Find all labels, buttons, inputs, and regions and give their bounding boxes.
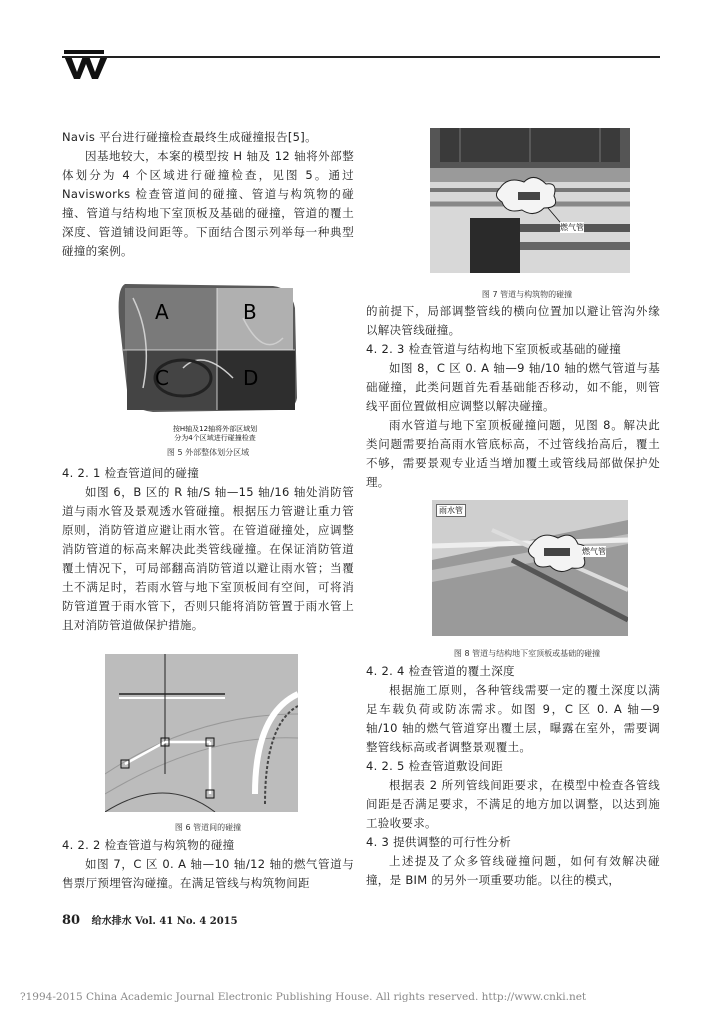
left-column-top [62,128,354,261]
figure-6-caption: 图 6 管道间的碰撞 [174,823,242,832]
paragraph: 雨水管道与地下室顶板碰撞问题，见图 8。解决此类问题需要抬高雨水管底标高，不过管线抬高后，覆土不够，需要景观专业适当增加覆土或管线局部做保护处理。 [366,418,660,489]
figure-5 [113,278,303,428]
right-column-bottom [366,662,660,890]
page-number: 80 [62,913,81,928]
copyright-notice: ?1994-2015 China Academic Journal Electronic Publishing House. All rights reserved. http://www.cnki.net [20,991,587,1003]
figure-7-caption: 图 7 管道与构筑物的碰撞 [481,290,573,299]
paragraph: 如图 6，B 区的 R 轴/S 轴—15 轴/16 轴处消防管道与雨水管及景观透水管碰撞。根据压力管避让重力管原则，消防管道应避让雨水管。在管道碰撞处，应调整消防管道的标高来解决此类管线碰撞。在保证消防管道覆土情况下，可局部翻高消防管道以避让雨水管；当覆土不满足时，若雨水管与地下室顶板间有空间，可将消防管道置于雨水管下，否则只能将消防管置于雨水管上且对消防管道做保护措施。 [62,485,354,632]
quadrant-a-label: A [155,300,169,324]
paragraph: Navis 平台进行碰撞检查最终生成碰撞报告[5]。 [62,130,317,144]
fig7-label-gas-pipe: 燃气管 [560,223,584,232]
left-column-mid [62,464,354,635]
fig8-label-rain-pipe: 雨水管 [436,504,466,517]
fig8-label-gas-pipe: 燃气管 [582,547,606,556]
paragraph: 根据施工原则，各种管线需要一定的覆土深度以满足车载负荷或防冻需求。如图 9，C 区 0. A 轴—9 轴/10 轴的燃气管道穿出覆土层，曝露在室外，需要调整管线标高或者调整景观覆土。 [366,683,660,754]
quadrant-d-label: D [243,366,259,390]
figure-6 [105,654,298,812]
section-heading-4-2-3: 4. 2. 3 检查管道与结构地下室顶板或基础的碰撞 [366,342,622,356]
left-column-bottom [62,836,354,893]
figure-7 [430,128,630,273]
journal-logo [62,50,118,80]
section-heading-4-2-1: 4. 2. 1 检查管道间的碰撞 [62,466,200,480]
paragraph: 的前提下，局部调整管线的横向位置加以避让管沟外缘以解决管线碰撞。 [366,304,660,337]
figure-5-note: 按H轴及12轴将外部区域划 分为4个区域进行碰撞检查 [172,425,258,442]
paragraph: 根据表 2 所列管线间距要求，在模型中检查各管线间距是否满足要求，不满足的地方加以调整，以达到施工验收要求。 [366,778,660,830]
section-heading-4-2-4: 4. 2. 4 检查管道的覆土深度 [366,664,515,678]
section-heading-4-3: 4. 3 提供调整的可行性分析 [366,835,512,849]
right-column-mid [366,302,660,492]
quadrant-b-label: B [243,300,257,324]
paragraph: 如图 7，C 区 0. A 轴—10 轴/12 轴的燃气管道与售票厅预埋管沟碰撞。在满足管线与构筑物间距 [62,857,354,890]
paragraph: 如图 8，C 区 0. A 轴—9 轴/10 轴的燃气管道与基础碰撞，此类问题首先看基础能否移动，如不能，则管线平面位置做相应调整以解决碰撞。 [366,361,660,413]
section-heading-4-2-2: 4. 2. 2 检查管道与构筑物的碰撞 [62,838,235,852]
paragraph: 因基地较大，本案的模型按 H 轴及 12 轴将外部整体划分为 4 个区域进行碰撞检查，见图 5。通过 Navisworks 检查管道间的碰撞、管道与构筑物的碰撞、管道与结构地下室顶板及基础的碰撞，管道的覆土深度、管道铺设间距等。下面结合图示列举每一种典型碰撞的案例。 [62,149,354,258]
figure-8-caption: 图 8 管道与结构地下室顶板或基础的碰撞 [453,649,601,658]
paragraph: 上述提及了众多管线碰撞问题，如何有效解决碰撞，是 BIM 的另外一项重要功能。以往的模式， [366,854,660,887]
header-rule [62,56,660,58]
journal-issue: 给水排水 Vol. 41 No. 4 2015 [91,916,238,927]
section-heading-4-2-5: 4. 2. 5 检查管道敷设间距 [366,759,504,773]
page-footer [62,912,238,928]
quadrant-c-label: C [155,366,169,390]
figure-5-caption: 图 5 外部整体划分区域 [166,448,250,457]
figure-8 [432,500,628,636]
